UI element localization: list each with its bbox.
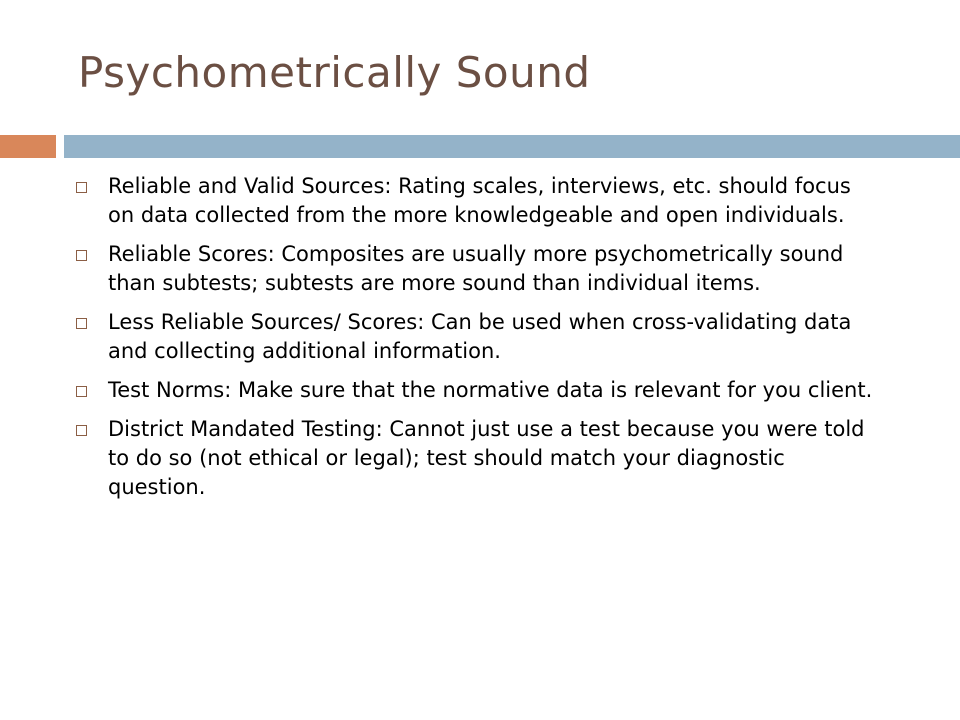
bullet-item [76,308,876,366]
square-bullet-icon [76,318,87,329]
square-bullet-icon [76,386,87,397]
square-bullet-icon [76,182,87,193]
accent-bar [0,135,56,158]
bullet-text: Reliable Scores: Composites are usually more psychometrically sound than subtests; subtests are more sound than individual items. [108,242,844,295]
title-rule-bar [64,135,960,158]
bullet-text: Less Reliable Sources/ Scores: Can be used when cross-validating data and collecting additional information. [108,310,852,363]
square-bullet-icon [76,425,87,436]
bullet-text: District Mandated Testing: Cannot just use a test because you were told to do so (not ethical or legal); test should match your diagnostic question. [108,417,865,499]
bullet-item [76,240,876,298]
square-bullet-icon [76,250,87,261]
bullet-item [76,376,876,405]
bullet-item [76,172,876,230]
slide-title: Psychometrically Sound [78,48,591,97]
bullet-item [76,415,876,502]
bullet-list [76,172,876,512]
bullet-text: Reliable and Valid Sources: Rating scales, interviews, etc. should focus on data collected from the more knowledgeable and open individuals. [108,174,851,227]
bullet-text: Test Norms: Make sure that the normative data is relevant for you client. [108,378,873,402]
